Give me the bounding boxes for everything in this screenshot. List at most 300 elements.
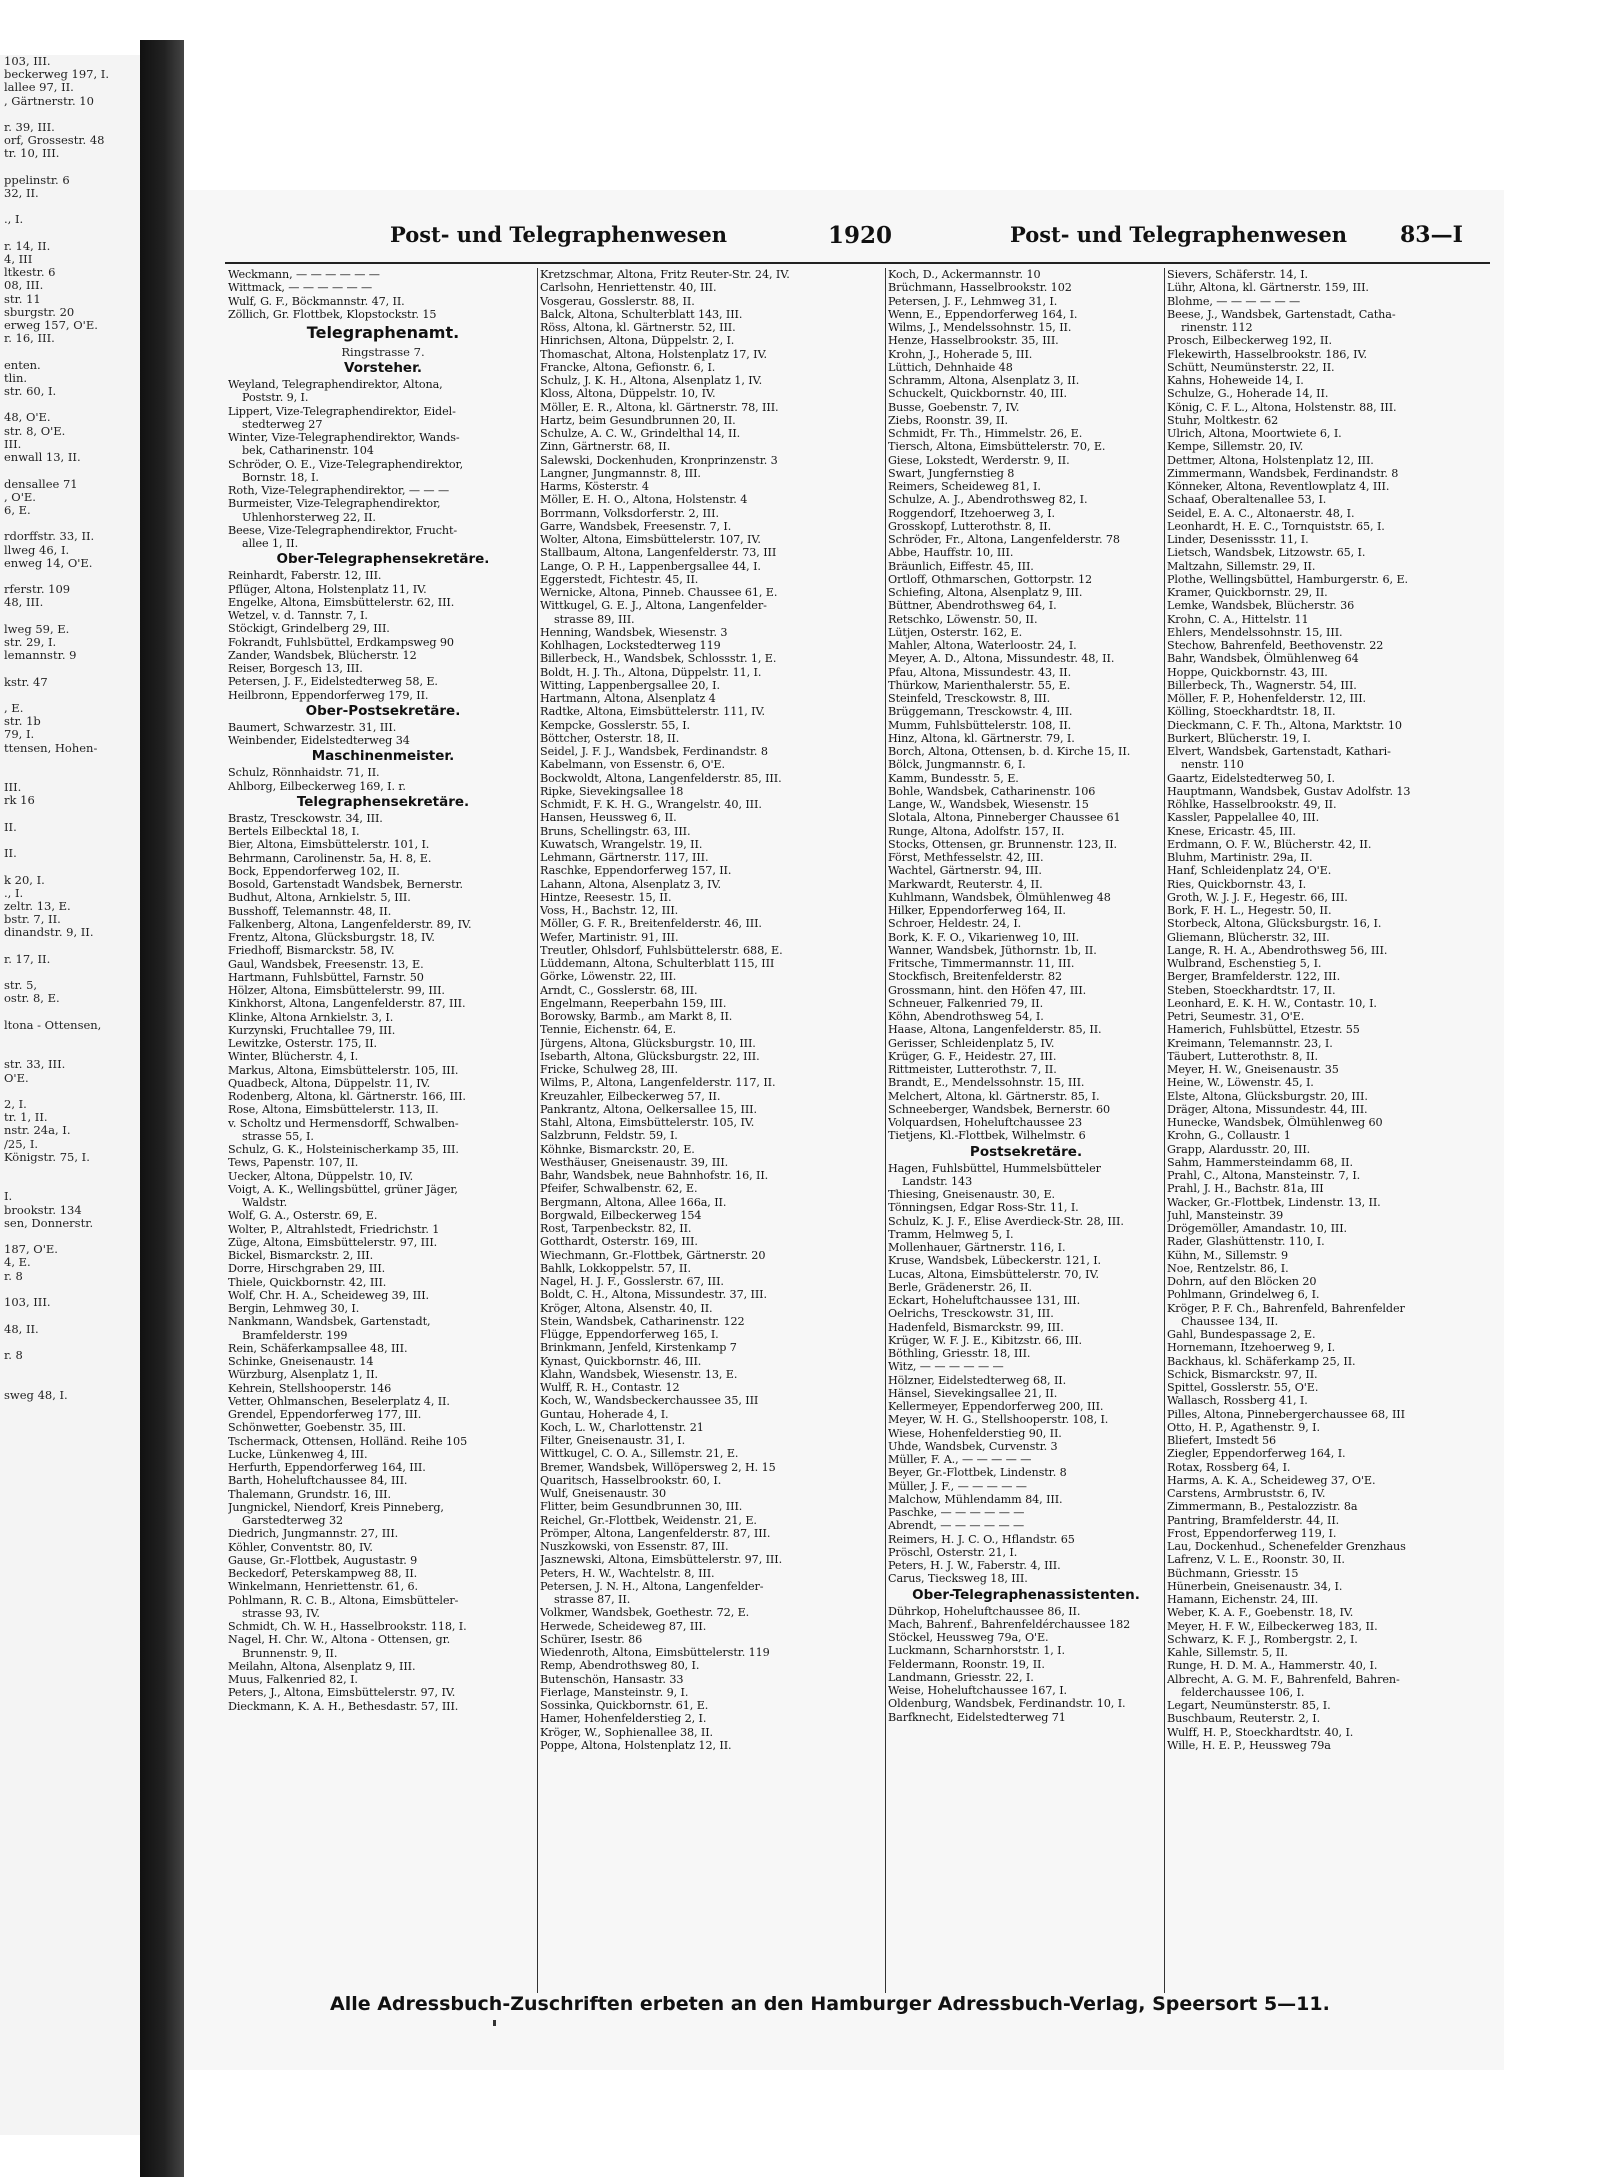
directory-entry: Lietsch, Wandsbek, Litzowstr. 65, I. — [1167, 546, 1366, 560]
directory-entry: Petersen, J. F., Lehmweg 31, I. — [888, 294, 1058, 308]
directory-entry: Eckart, Hoheluftchaussee 131, III. — [888, 1294, 1081, 1307]
directory-entry: Ortloff, Othmarschen, Gottorpstr. 12 — [888, 572, 1092, 586]
directory-entry: Schaaf, Oberaltenallee 53, I. — [1167, 493, 1327, 507]
directory-entry: Kohlhagen, Lockstedterweg 119 — [540, 639, 721, 652]
directory-column-3 — [888, 268, 1164, 1988]
previous-page-line: 79, I. — [4, 727, 35, 742]
directory-entry: Treutler, Ohlsdorf, Fuhlsbüttelerstr. 688, E. — [540, 943, 783, 957]
directory-entry: Ziebs, Roonstr. 39, II. — [888, 413, 1008, 427]
directory-entry: Wulbrand, Eschenstieg 5, I. — [1167, 957, 1322, 970]
directory-entry: Jürgens, Altona, Glücksburgstr. 10, III. — [540, 1036, 756, 1050]
directory-entry: Borrmann, Volksdorferstr. 2, III. — [540, 506, 719, 520]
previous-page-line: k 20, I. — [4, 872, 45, 887]
previous-page-line: erweg 157, O'E. — [4, 318, 98, 333]
directory-entry: Hamann, Eichenstr. 24, III. — [1167, 1593, 1319, 1606]
directory-entry: Lafrenz, V. L. E., Roonstr. 30, II. — [1167, 1553, 1345, 1567]
directory-entry: Schmidt, Ch. W. H., Hasselbrookstr. 118, I. — [228, 1620, 467, 1633]
directory-entry: Wille, H. E. P., Heussweg 79a — [1167, 1738, 1331, 1752]
directory-entry: Landmann, Griesstr. 22, I. — [888, 1670, 1034, 1684]
entry-continuation: felderchaussee 106, I. — [1181, 1685, 1305, 1699]
directory-entry: Reimers, Scheideweg 81, I. — [888, 480, 1041, 493]
previous-page-line: III. — [4, 436, 22, 451]
directory-entry: Müller, J. F., — — — — — — [888, 1479, 1027, 1493]
directory-entry: Kramer, Quickbornstr. 29, II. — [1167, 586, 1328, 599]
directory-entry: Thiele, Quickbornstr. 42, III. — [228, 1275, 387, 1289]
directory-entry: Storbeck, Altona, Glücksburgstr. 16, I. — [1167, 917, 1382, 931]
previous-page-line: brookstr. 134 — [4, 1202, 82, 1217]
directory-entry: Lippert, Vize-Telegraphendirektor, Eidel- — [228, 404, 456, 418]
directory-entry: Kinkhorst, Altona, Langenfelderstr. 87, III. — [228, 997, 466, 1011]
directory-entry: Grossmann, hint. den Höfen 47, III. — [888, 983, 1087, 997]
directory-entry: Kloss, Altona, Düppelstr. 10, IV. — [540, 387, 716, 401]
directory-entry: Wenn, E., Eppendorferweg 164, I. — [888, 307, 1078, 321]
directory-entry: Krüger, G. F., Heidestr. 27, III. — [888, 1049, 1057, 1063]
directory-entry: Witz, — — — — — — — [888, 1360, 1004, 1374]
directory-entry: Steben, Stoeckhardtstr. 17, II. — [1167, 983, 1336, 997]
directory-entry: Wiedenroth, Altona, Eimsbüttelerstr. 119 — [540, 1646, 770, 1659]
header-page-number: 83—I — [1400, 222, 1463, 248]
directory-entry: Prahl, C., Altona, Mansteinstr. 7, I. — [1167, 1169, 1361, 1182]
directory-entry: Herfurth, Eppendorferweg 164, III. — [228, 1461, 426, 1474]
directory-entry: Schick, Bismarckstr. 97, II. — [1167, 1367, 1318, 1381]
directory-entry: Dohrn, auf den Blöcken 20 — [1167, 1275, 1317, 1288]
previous-page-line: rferstr. 109 — [4, 582, 71, 597]
directory-entry: Henze, Hasselbrookstr. 35, III. — [888, 334, 1059, 348]
directory-entry: Röhlke, Hasselbrookstr. 49, II. — [1167, 798, 1337, 811]
directory-entry: Bock, Eppendorferweg 102, II. — [228, 864, 400, 878]
previous-page-line: III. — [4, 780, 22, 795]
directory-entry: Gahl, Bundespassage 2, E. — [1167, 1328, 1316, 1341]
directory-entry: Reiser, Borgesch 13, III. — [228, 662, 363, 675]
directory-entry: Frost, Eppendorferweg 119, I. — [1167, 1526, 1337, 1540]
directory-entry: Herwede, Scheideweg 87, III. — [540, 1619, 707, 1633]
previous-page-line: str. 60, I. — [4, 384, 57, 399]
previous-page-line: kstr. 47 — [4, 674, 48, 689]
directory-entry: Krohn, C. A., Hittelstr. 11 — [1167, 612, 1309, 626]
directory-entry: Ziegler, Eppendorferweg 164, I. — [1167, 1447, 1346, 1461]
directory-entry: Hartmann, Fuhlsbüttel, Farnstr. 50 — [228, 970, 424, 984]
directory-entry: Elvert, Wandsbek, Gartenstadt, Kathari- — [1167, 745, 1391, 758]
section-subheading: Ringstrasse 7. — [341, 345, 425, 359]
directory-entry: Buschbaum, Reuterstr. 2, I. — [1167, 1712, 1321, 1726]
directory-entry: Bliefert, Imstedt 56 — [1167, 1434, 1277, 1447]
previous-page-line: O'E. — [4, 1070, 29, 1085]
directory-entry: Stein, Wandsbek, Catharinenstr. 122 — [540, 1314, 745, 1328]
directory-entry: Schröder, Fr., Altona, Langenfelderstr. 78 — [888, 533, 1120, 546]
directory-entry: Thiesing, Gneisenaustr. 30, E. — [888, 1188, 1055, 1201]
directory-entry: Boldt, C. H., Altona, Missundestr. 37, III. — [540, 1288, 767, 1302]
directory-entry: Heilbronn, Eppendorferweg 179, II. — [228, 688, 429, 702]
directory-entry: Retschko, Löwenstr. 50, II. — [888, 612, 1038, 626]
directory-entry: Uecker, Altona, Düppelstr. 10, IV. — [228, 1169, 414, 1183]
directory-entry: Winter, Vize-Telegraphendirektor, Wands- — [228, 431, 460, 444]
directory-entry: Lehmann, Gärtnerstr. 117, III. — [540, 851, 709, 864]
directory-entry: Pilles, Altona, Pinnebergerchaussee 68, III — [1167, 1407, 1405, 1421]
directory-entry: Brüggemann, Tresckowstr. 4, III. — [888, 705, 1073, 719]
directory-entry: Meyer, W. H. G., Stellshooperstr. 108, I. — [888, 1413, 1109, 1427]
directory-entry: Mollenhauer, Gärtnerstr. 116, I. — [888, 1241, 1066, 1254]
directory-entry: Poppe, Altona, Holstenplatz 12, II. — [540, 1738, 732, 1752]
directory-entry: Grapp, Alardusstr. 20, III. — [1167, 1142, 1311, 1156]
directory-entry: Ahlborg, Eilbeckerweg 169, I. r. — [228, 779, 406, 793]
column-divider — [1164, 268, 1165, 1993]
directory-entry: Abbe, Hauffstr. 10, III. — [888, 546, 1014, 560]
directory-entry: Kölling, Stoeckhardtstr. 18, II. — [1167, 705, 1336, 719]
directory-entry: Schulz, Rönnhaidstr. 71, II. — [228, 766, 380, 780]
previous-page-line: orf, Grossestr. 48 — [4, 133, 105, 148]
entry-continuation: bek, Catharinenstr. 104 — [242, 444, 374, 458]
directory-entry: Hauptmann, Wandsbek, Gustav Adolfstr. 13 — [1167, 784, 1411, 798]
directory-entry: Kröger, P. F. Ch., Bahrenfeld, Bahrenfelder — [1167, 1301, 1405, 1315]
directory-entry: Hilker, Eppendorferweg 164, II. — [888, 904, 1066, 917]
directory-entry: Först, Methfesselstr. 42, III. — [888, 851, 1044, 864]
directory-entry: Schneeberger, Wandsbek, Bernerstr. 60 — [888, 1102, 1111, 1116]
directory-entry: Filter, Gneisenaustr. 31, I. — [540, 1434, 686, 1447]
directory-entry: Knese, Ericastr. 45, III. — [1167, 824, 1296, 838]
directory-entry: Sahm, Hammersteindamm 68, II. — [1167, 1155, 1353, 1169]
previous-page-line: tr. 10, III. — [4, 146, 60, 161]
directory-entry: Meyer, A. D., Altona, Missundestr. 48, II. — [888, 652, 1115, 666]
previous-page-line: 48, III. — [4, 595, 44, 610]
previous-page-line — [0, 860, 140, 873]
section-heading: Telegraphensekretäre. — [296, 793, 470, 810]
previous-page-line: r. 8 — [4, 1268, 23, 1283]
previous-page-line: llweg 46, I. — [4, 542, 70, 557]
section-heading: Ober-Telegraphenassistenten. — [912, 1586, 1140, 1603]
directory-entry: Hintze, Reesestr. 15, II. — [540, 890, 672, 904]
previous-page-line: r. 39, III. — [4, 120, 55, 135]
directory-entry: Weyland, Telegraphendirektor, Altona, — [228, 378, 443, 391]
directory-entry: Salzbrunn, Feldstr. 59, I. — [540, 1129, 678, 1143]
section-heading: Maschinenmeister. — [311, 748, 455, 765]
header-title-left: Post- und Telegraphenwesen — [390, 222, 728, 247]
directory-entry: Stuhr, Moltkestr. 62 — [1167, 413, 1279, 427]
directory-entry: Schinke, Gneisenaustr. 14 — [228, 1355, 374, 1368]
directory-entry: Albrecht, A. G. M. F., Bahrenfeld, Bahren- — [1167, 1672, 1400, 1686]
directory-entry: Weber, K. A. F., Goebenstr. 18, IV. — [1167, 1606, 1354, 1620]
directory-entry: Berle, Grädenerstr. 26, II. — [888, 1280, 1032, 1294]
directory-entry: Vosgerau, Gosslerstr. 88, II. — [540, 294, 695, 308]
previous-page-line: II. — [4, 846, 17, 861]
directory-entry: Eggerstedt, Fichtestr. 45, II. — [540, 572, 699, 586]
directory-entry: Feldermann, Roonstr. 19, II. — [888, 1657, 1045, 1671]
directory-entry: Bickel, Bismarckstr. 2, III. — [228, 1249, 374, 1262]
previous-page-line — [0, 610, 140, 623]
directory-entry: Hünerbein, Gneisenaustr. 34, I. — [1167, 1579, 1343, 1593]
directory-entry: Köhnke, Bismarckstr. 20, E. — [540, 1142, 695, 1156]
directory-entry: Stechow, Bahrenfeld, Beethovenstr. 22 — [1167, 639, 1384, 652]
directory-entry: Grendel, Eppendorferweg 177, III. — [228, 1408, 422, 1421]
directory-entry: Schwarz, K. F. J., Rombergstr. 2, I. — [1167, 1632, 1358, 1646]
directory-entry: Engelke, Altona, Eimsbüttelerstr. 62, III. — [228, 595, 455, 609]
previous-page-line — [0, 1309, 140, 1322]
directory-entry: Nagel, H. J. F., Gosslerstr. 67, III. — [540, 1275, 724, 1288]
directory-entry: Fierlage, Mansteinstr. 9, I. — [540, 1685, 689, 1699]
directory-entry: König, C. F. L., Altona, Holstenstr. 88, III. — [1167, 400, 1397, 414]
directory-entry: Billerbeck, Th., Wagnerstr. 54, III. — [1167, 678, 1357, 692]
directory-entry: Tiersch, Altona, Eimsbüttelerstr. 70, E. — [888, 440, 1106, 454]
directory-entry: Markwardt, Reuterstr. 4, II. — [888, 877, 1043, 891]
directory-entry: Frentz, Altona, Glücksburgstr. 18, IV. — [228, 931, 435, 944]
previous-page-line: 32, II. — [4, 186, 39, 201]
directory-entry: Engelmann, Reeperbahn 159, III. — [540, 996, 727, 1010]
directory-entry: Bergmann, Altona, Allee 166a, II. — [540, 1195, 727, 1209]
directory-entry: Wolter, Altona, Eimsbüttelerstr. 107, IV. — [540, 533, 761, 546]
directory-entry: Lucas, Altona, Eimsbüttelerstr. 70, IV. — [888, 1267, 1099, 1281]
previous-page-line: ppelinstr. 6 — [4, 172, 70, 187]
directory-entry: Burmeister, Vize-Telegraphendirektor, — [228, 497, 441, 511]
directory-entry: Koch, L. W., Charlottenstr. 21 — [540, 1420, 704, 1434]
directory-entry: Schuckelt, Quickbornstr. 40, III. — [888, 387, 1067, 401]
directory-entry: Wittkugel, G. E. J., Altona, Langenfelder- — [540, 599, 767, 613]
directory-entry: Bahlk, Lokkoppelstr. 57, II. — [540, 1261, 691, 1275]
directory-entry: Ehlers, Mendelssohnstr. 15, III. — [1167, 625, 1343, 639]
directory-entry: Leonhard, E. K. H. W., Contastr. 10, I. — [1167, 996, 1377, 1010]
directory-entry: Wittkugel, C. O. A., Sillemstr. 21, E. — [540, 1447, 739, 1461]
directory-entry: Bertels Eilbecktal 18, I. — [228, 825, 360, 838]
previous-page-line: 48, II. — [4, 1321, 39, 1336]
directory-entry: Köhn, Abendrothsweg 54, I. — [888, 1010, 1044, 1023]
directory-entry: Hoppe, Quickbornstr. 43, III. — [1167, 665, 1328, 679]
section-heading: Ober-Telegraphensekretäre. — [276, 551, 490, 568]
directory-entry: Hölzer, Altona, Eimsbüttelerstr. 99, III. — [228, 984, 445, 997]
directory-entry: Schulze, A. C. W., Grindelthal 14, II. — [540, 427, 741, 440]
directory-entry: Wallasch, Rossberg 41, I. — [1167, 1394, 1308, 1408]
directory-entry: Bremer, Wandsbek, Willöpersweg 2, H. 15 — [540, 1460, 776, 1474]
directory-entry: Kassler, Pappelallee 40, III. — [1167, 811, 1320, 825]
directory-entry: Kempe, Sillemstr. 20, IV. — [1167, 440, 1304, 454]
directory-entry: Henning, Wandsbek, Wiesenstr. 3 — [540, 625, 728, 639]
directory-entry: Nuszkowski, von Essenstr. 87, III. — [540, 1540, 729, 1553]
previous-page-line: Königstr. 75, I. — [4, 1149, 90, 1164]
directory-entry: Schütt, Neumünsterstr. 22, II. — [1167, 360, 1335, 374]
directory-entry: Bölck, Jungmannstr. 6, I. — [888, 758, 1026, 772]
directory-entry: Wilms, P., Altona, Langenfelderstr. 117, II. — [540, 1076, 776, 1090]
directory-entry: Butenschön, Hansastr. 33 — [540, 1672, 684, 1686]
directory-entry: Prömper, Altona, Langenfelderstr. 87, III. — [540, 1526, 771, 1540]
previous-page-line: /25, I. — [4, 1136, 39, 1151]
directory-entry: Wulff, H. P., Stoeckhardtstr. 40, I. — [1167, 1725, 1354, 1739]
directory-entry: Brinkmann, Jenfeld, Kirstenkamp 7 — [540, 1341, 737, 1355]
directory-entry: Quaritsch, Hasselbrookstr. 60, I. — [540, 1473, 722, 1487]
directory-entry: Dorre, Hirschgraben 29, III. — [228, 1262, 386, 1276]
directory-entry: Legart, Neumünsterstr. 85, I. — [1167, 1699, 1331, 1712]
directory-entry: Weckmann, — — — — — — — [228, 268, 380, 281]
directory-entry: Arndt, C., Gosslerstr. 68, III. — [540, 983, 698, 997]
directory-entry: Schulze, A. J., Abendrothsweg 82, I. — [888, 493, 1088, 507]
directory-entry: Möller, F. P., Hohenfelderstr. 12, III. — [1167, 692, 1366, 705]
directory-entry: Seidel, J. F. J., Wandsbek, Ferdinandstr. 8 — [540, 745, 768, 758]
previous-page-line: 6, E. — [4, 502, 31, 517]
directory-entry: Weinbender, Eidelstedterweg 34 — [228, 734, 410, 747]
directory-entry: Rein, Schäferkampsallee 48, III. — [228, 1341, 408, 1355]
directory-entry: Harms, Kösterstr. 4 — [540, 480, 649, 493]
directory-entry: Ulrich, Altona, Moortwiete 6, I. — [1167, 427, 1342, 440]
directory-entry: Kruse, Wandsbek, Lübeckerstr. 121, I. — [888, 1254, 1102, 1268]
previous-page-line: nstr. 24a, I. — [4, 1123, 71, 1138]
directory-entry: Jasznewski, Altona, Eimsbüttelerstr. 97, III. — [540, 1553, 783, 1567]
directory-entry: Spittel, Gosslerstr. 55, O'E. — [1167, 1381, 1319, 1394]
previous-page-line: tr. 1, II. — [4, 1110, 48, 1125]
directory-entry: Kröger, Altona, Alsenstr. 40, II. — [540, 1301, 713, 1315]
previous-page-line — [0, 808, 140, 821]
directory-entry: Pohlmann, Grindelweg 6, I. — [1167, 1288, 1320, 1302]
directory-entry: Carstens, Armbruststr. 6, IV. — [1167, 1487, 1326, 1500]
directory-entry: Pfau, Altona, Missundestr. 43, II. — [888, 665, 1072, 679]
directory-entry: Kurzynski, Fruchtallee 79, III. — [228, 1023, 396, 1037]
directory-entry: Kuhlmann, Wandsbek, Ölmühlenweg 48 — [888, 890, 1111, 904]
directory-entry: Noe, Rentzelstr. 86, I. — [1167, 1261, 1289, 1275]
directory-entry: Peters, J., Altona, Eimsbüttelerstr. 97, IV. — [228, 1686, 456, 1700]
directory-entry: Paschke, — — — — — — — [888, 1506, 1025, 1519]
directory-entry: Hanf, Schleidenplatz 24, O'E. — [1167, 864, 1332, 878]
directory-entry: Schröder, O. E., Vize-Telegraphendirektor, — [228, 457, 464, 471]
directory-entry: Friedhoff, Bismarckstr. 58, IV. — [228, 944, 395, 958]
directory-entry: Peters, H. W., Wachtelstr. 8, III. — [540, 1566, 715, 1580]
previous-page-line — [0, 345, 140, 358]
directory-entry: Hölzner, Eidelstedterweg 68, II. — [888, 1373, 1067, 1387]
directory-entry: Lange, O. P. H., Lappenbergsallee 44, I. — [540, 559, 761, 573]
directory-entry: Fritsche, Timmermannstr. 11, III. — [888, 957, 1075, 970]
directory-entry: Büchmann, Griesstr. 15 — [1167, 1566, 1299, 1580]
directory-entry: Wacker, Gr.-Flottbek, Lindenstr. 13, II. — [1167, 1195, 1381, 1209]
directory-entry: Elste, Altona, Glücksburgstr. 20, III. — [1167, 1089, 1368, 1103]
directory-entry: Züge, Altona, Eimsbüttelerstr. 97, III. — [228, 1235, 438, 1249]
directory-entry: Hansen, Heussweg 6, II. — [540, 811, 677, 825]
directory-entry: Zöllich, Gr. Flottbek, Klopstockstr. 15 — [228, 307, 437, 321]
directory-entry: Stahl, Altona, Eimsbüttelerstr. 105, IV. — [540, 1116, 755, 1129]
previous-page-line: , O'E. — [4, 489, 36, 504]
directory-entry: Zimmermann, Wandsbek, Ferdinandstr. 8 — [1167, 466, 1399, 480]
directory-entry: Wachtel, Gärtnerstr. 94, III. — [888, 864, 1042, 878]
directory-entry: Rotax, Rossberg 64, I. — [1167, 1460, 1291, 1474]
directory-entry: Wefer, Martinistr. 91, III. — [540, 930, 679, 944]
directory-entry: Würzburg, Alsenplatz 1, II. — [228, 1368, 378, 1382]
directory-entry: Abrendt, — — — — — — — [888, 1519, 1025, 1533]
directory-column-4 — [1167, 268, 1490, 1988]
directory-entry: Luckmann, Scharnhorststr. 1, I. — [888, 1644, 1065, 1658]
directory-entry: Groth, W. J. J. F., Hegestr. 66, III. — [1167, 890, 1348, 904]
directory-entry: Garre, Wandsbek, Freesenstr. 7, I. — [540, 519, 732, 533]
directory-entry: Heine, W., Löwenstr. 45, I. — [1167, 1076, 1314, 1090]
directory-entry: Tennie, Eichenstr. 64, E. — [540, 1023, 677, 1037]
previous-page-line: tlin. — [4, 370, 28, 385]
directory-entry: Busse, Goebenstr. 7, IV. — [888, 400, 1020, 414]
directory-entry: Busshoff, Telemannstr. 48, II. — [228, 904, 392, 918]
previous-page-line: 103, III. — [4, 55, 51, 68]
directory-entry: Rittmeister, Lutterothstr. 7, II. — [888, 1063, 1057, 1076]
directory-entry: Gaartz, Eidelstedterweg 50, I. — [1167, 771, 1335, 785]
directory-entry: Stallbaum, Altona, Langenfelderstr. 73, III — [540, 546, 777, 560]
previous-page-line: enweg 14, O'E. — [4, 555, 93, 570]
directory-entry: Radtke, Altona, Eimsbüttelerstr. 111, IV. — [540, 705, 765, 719]
entry-continuation: strasse 89, III. — [554, 612, 635, 626]
directory-entry: Wolter, P., Altrahlstedt, Friedrichstr. 1 — [228, 1222, 440, 1236]
directory-entry: Zimmermann, B., Pestalozzistr. 8a — [1167, 1500, 1358, 1514]
directory-entry: Bluhm, Martinistr. 29a, II. — [1167, 851, 1313, 864]
directory-entry: Harms, A. K. A., Scheideweg 37, O'E. — [1167, 1473, 1376, 1487]
directory-entry: Petersen, J. N. H., Altona, Langenfelder- — [540, 1579, 764, 1593]
directory-entry: Backhaus, kl. Schäferkamp 25, II. — [1167, 1354, 1356, 1368]
directory-entry: Oelrichs, Tresckowstr. 31, III. — [888, 1307, 1054, 1321]
previous-page-line: lemannstr. 9 — [4, 648, 77, 663]
previous-page-line: ., I. — [4, 212, 24, 227]
directory-entry: Wulf, G. F., Böckmannstr. 47, II. — [228, 294, 405, 308]
directory-entry: Erdmann, O. F. W., Blücherstr. 42, II. — [1167, 837, 1372, 851]
previous-page-line — [0, 755, 140, 768]
directory-entry: Winkelmann, Henriettenstr. 61, 6. — [228, 1580, 418, 1594]
previous-page-line — [0, 464, 140, 477]
previous-page-line: densallee 71 — [4, 476, 78, 491]
directory-entry: Runge, H. D. M. A., Hammerstr. 40, I. — [1167, 1659, 1378, 1673]
previous-page-line: r. 17, II. — [4, 951, 51, 966]
directory-entry: Kretzschmar, Altona, Fritz Reuter-Str. 24, IV. — [540, 268, 790, 281]
directory-entry: Billerbeck, H., Wandsbek, Schlossstr. 1, E. — [540, 652, 777, 666]
directory-entry: Plothe, Wellingsbüttel, Hamburgerstr. 6, E. — [1167, 572, 1408, 586]
directory-entry: Melchert, Altona, kl. Gärtnerstr. 85, I. — [888, 1089, 1100, 1103]
directory-entry: Flügge, Eppendorferweg 165, I. — [540, 1328, 719, 1341]
directory-entry: Wolf, G. A., Osterstr. 69, E. — [228, 1209, 378, 1223]
directory-entry: Hagen, Fuhlsbüttel, Hummelsbütteler — [888, 1161, 1101, 1175]
directory-entry: Tietjens, Kl.-Flottbek, Wilhelmstr. 6 — [888, 1129, 1086, 1143]
directory-entry: Lahann, Altona, Alsenplatz 3, IV. — [540, 877, 721, 891]
directory-entry: Schramm, Altona, Alsenplatz 3, II. — [888, 374, 1080, 387]
directory-entry: Kreimann, Telemannstr. 23, I. — [1167, 1036, 1333, 1050]
directory-entry: Dräger, Altona, Missundestr. 44, III. — [1167, 1102, 1368, 1116]
previous-page-line — [0, 161, 140, 174]
directory-entry: Lewitzke, Osterstr. 175, II. — [228, 1037, 378, 1050]
directory-entry: Wulff, R. H., Contastr. 12 — [540, 1381, 680, 1394]
previous-page-line: 187, O'E. — [4, 1242, 58, 1257]
directory-entry: Lüttich, Dehnhaide 48 — [888, 360, 1013, 374]
directory-entry: Schmidt, F. K. H. G., Wrangelstr. 40, III. — [540, 798, 762, 811]
directory-entry: Zinn, Gärtnerstr. 68, II. — [540, 440, 671, 454]
directory-entry: Kempcke, Gosslerstr. 55, I. — [540, 718, 691, 732]
directory-entry: Tönningsen, Edgar Ross-Str. 11, I. — [888, 1201, 1079, 1215]
directory-entry: Berger, Bramfelderstr. 122, III. — [1167, 970, 1341, 984]
directory-entry: Thürkow, Marienthalerstr. 55, E. — [888, 678, 1071, 692]
directory-entry: Stöckel, Heussweg 79a, O'E. — [888, 1631, 1049, 1644]
directory-entry: Täubert, Lutterothstr. 8, II. — [1167, 1049, 1318, 1063]
directory-entry: Bruns, Schellingstr. 63, III. — [540, 824, 691, 838]
directory-entry: Fricke, Schulweg 28, III. — [540, 1063, 678, 1076]
directory-entry: Borowsky, Barmb., am Markt 8, II. — [540, 1010, 733, 1023]
directory-entry: Brüchmann, Hasselbrookstr. 102 — [888, 281, 1072, 295]
entry-continuation: stedterweg 27 — [242, 417, 323, 431]
directory-entry: Steinfeld, Tresckowstr. 8, III. — [888, 692, 1051, 705]
directory-entry: Gause, Gr.-Flottbek, Augustastr. 9 — [228, 1553, 418, 1567]
directory-entry: Fokrandt, Fuhlsbüttel, Erdkampsweg 90 — [228, 635, 454, 649]
directory-entry: Dieckmann, C. F. Th., Altona, Marktstr. 10 — [1167, 718, 1402, 732]
directory-entry: Klahn, Wandsbek, Wiesenstr. 13, E. — [540, 1367, 738, 1381]
directory-entry: Markus, Altona, Eimsbüttelerstr. 105, III. — [228, 1063, 459, 1077]
previous-page-line — [0, 1006, 140, 1019]
entry-continuation: Bornstr. 18, I. — [242, 470, 319, 484]
directory-entry: Lüddemann, Altona, Schulterblatt 115, III — [540, 957, 775, 970]
directory-entry: Gliemann, Blücherstr. 32, III. — [1167, 930, 1330, 944]
directory-entry: Wanner, Wandsbek, Jüthornstr. 1b, II. — [888, 943, 1097, 957]
directory-entry: Quadbeck, Altona, Düppelstr. 11, IV. — [228, 1076, 431, 1090]
directory-entry: Pröschl, Osterstr. 21, I. — [888, 1545, 1018, 1559]
entry-continuation: strasse 87, II. — [554, 1593, 631, 1606]
directory-entry: Hornemann, Itzehoerweg 9, I. — [1167, 1341, 1336, 1355]
previous-page-line: ., I. — [4, 885, 24, 900]
directory-entry: Böttcher, Osterstr. 18, II. — [540, 731, 680, 745]
directory-entry: Volkmer, Wandsbek, Goethestr. 72, E. — [540, 1606, 750, 1620]
directory-entry: Swart, Jungfernstieg 8 — [888, 466, 1015, 480]
directory-entry: Lange, R. H. A., Abendrothsweg 56, III. — [1167, 943, 1388, 957]
previous-page-line: dinandstr. 9, II. — [4, 925, 94, 940]
